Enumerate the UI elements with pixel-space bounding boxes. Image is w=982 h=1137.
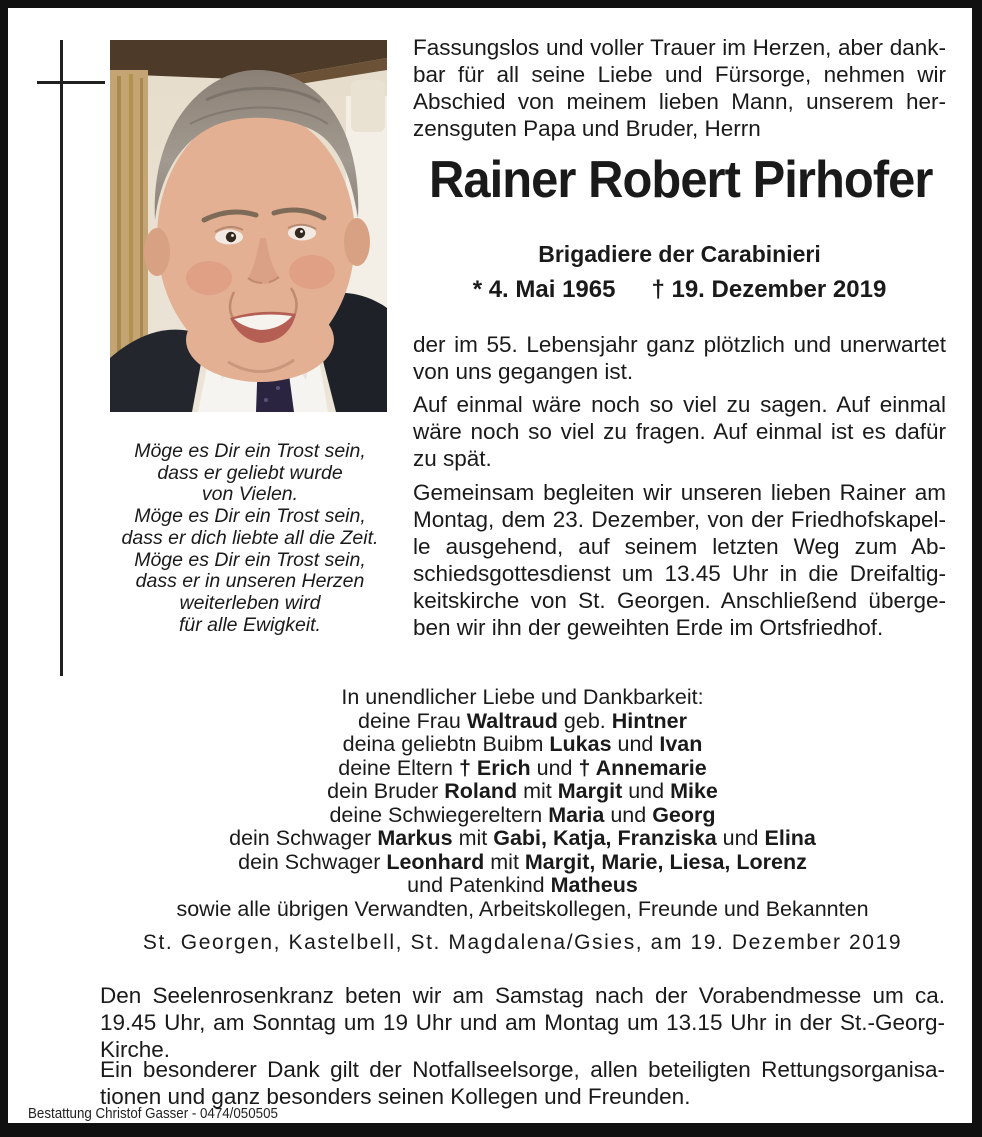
portrait-photo: [110, 40, 387, 412]
family-line: [100, 851, 945, 875]
family-member-name: Leonhard: [386, 849, 485, 874]
family-relation-text: und: [622, 779, 671, 803]
family-relation-text: deine Schwiegereltern: [329, 802, 549, 827]
poem-line: Möge es Dir ein Trost sein,: [134, 440, 366, 462]
family-relation-text: mit: [452, 826, 494, 850]
poem-line: Möge es Dir ein Trost sein,: [134, 505, 366, 528]
intro-paragraph: Fassungslos und voller Trauer im Herzen, aber dankbar für all seine Liebe und Fürsorge, nehmen wir Abschied von meinem lieben Mann, unserem herzensguten Papa und Bruder, Herrn: [413, 35, 946, 141]
poem-line: dass er in unseren Herzen: [135, 570, 365, 593]
poem-line: weiterleben wird: [179, 591, 321, 614]
funeral-details-paragraph: Gemeinsam begleiten wir unseren lieben Rainer am Montag, dem 23. Dezember, von der Friedhofskapelle ausgehend, auf seinem letzten Weg zum Abschiedsgottesdienst um 13.45 Uhr in die Dreifaltigkeitskirche von St. Georgen. Anschließend übergeben wir ihn der geweihten Erde im Ortsfriedhof.: [413, 480, 946, 640]
family-member-name: Georg: [652, 802, 716, 827]
deceased-title: Brigadiere der Carabinieri: [538, 241, 821, 267]
family-member-name: Waltraud: [466, 708, 558, 733]
poem-line: für alle Ewigkeit.: [179, 613, 321, 636]
cross-horizontal-bar: [37, 81, 105, 84]
family-relation-text: dein Schwager: [229, 826, 378, 850]
rosary-notice: Den Seelenrosenkranz beten wir am Samstag nach der Vorabendmesse um ca. 19.45 Uhr, am Sonntag um 19 Uhr und am Montag um 13.15 Uhr in der St.-Georg-Kirche.: [100, 983, 945, 1062]
family-line: [100, 710, 945, 734]
family-relation-text: und: [530, 755, 579, 780]
death-date: † 19. Dezember 2019: [651, 276, 887, 303]
death-circumstance-paragraph: der im 55. Lebensjahr ganz plötzlich und unerwartet von uns gegangen ist.: [413, 332, 946, 384]
family-member-name: † Annemarie: [578, 755, 707, 780]
portrait-photo-illustration: [110, 40, 387, 412]
family-relation-text: mit: [517, 779, 558, 803]
birth-date: * 4. Mai 1965: [472, 276, 616, 303]
location-date-line: St. Georgen, Kastelbell, St. Magdalena/Gsies, am 19. Dezember 2019: [142, 931, 903, 954]
family-lines: [100, 710, 945, 922]
family-member-name: Margit: [557, 779, 623, 803]
family-relation-text: deine Eltern: [338, 755, 459, 780]
poem-line: von Vielen.: [201, 483, 299, 506]
family-line: [100, 780, 945, 804]
deceased-name: Rainer Robert Pirhofer: [428, 151, 933, 209]
family-relation-text: deina geliebtn Buibm: [342, 732, 550, 756]
thanks-notice: Ein besonderer Dank gilt der Notfallseelsorge, allen beteiligten Rettungsorganisationen und ganz besonders seinen Kollegen und Freunden.: [100, 1057, 945, 1109]
funeral-home-footer: Bestattung Christof Gasser - 0474/050505: [28, 1106, 278, 1122]
family-heading: In unendlicher Liebe und Dankbarkeit:: [341, 685, 704, 709]
obituary-card: [8, 8, 972, 1123]
family-member-name: Markus: [377, 826, 453, 850]
family-member-name: Ivan: [659, 732, 703, 756]
family-relation-text: und Patenkind: [407, 873, 551, 897]
family-section: [100, 686, 945, 921]
family-member-name: Roland: [444, 779, 518, 803]
family-member-name: Mike: [670, 779, 718, 803]
family-relation-text: und: [604, 802, 653, 827]
family-relation-text: und: [716, 826, 765, 850]
family-member-name: Margit, Marie, Liesa, Lorenz: [524, 849, 807, 874]
family-relation-text: deine Frau: [358, 708, 467, 733]
poem-line: dass er dich liebte all die Zeit.: [121, 526, 379, 549]
family-line: [100, 827, 945, 851]
family-relation-text: dein Schwager: [238, 849, 387, 874]
family-relation-text: geb.: [557, 708, 612, 733]
family-member-name: Lukas: [549, 732, 612, 756]
poem: [75, 441, 425, 636]
family-relation-text: dein Bruder: [327, 779, 445, 803]
reflection-paragraph: Auf einmal wäre noch so viel zu sagen. Auf einmal wäre noch so viel zu fragen. Auf einmal ist es dafür zu spät.: [413, 392, 946, 471]
family-relation-text: sowie alle übrigen Verwandten, Arbeitskollegen, Freunde und Bekannten: [176, 896, 869, 921]
family-line: [100, 874, 945, 898]
family-line: [100, 898, 945, 922]
life-dates-line: [413, 276, 946, 304]
family-line: [100, 733, 945, 757]
family-member-name: † Erich: [458, 755, 531, 780]
family-relation-text: und: [611, 732, 660, 756]
family-member-name: Hintner: [611, 708, 687, 733]
family-member-name: Matheus: [550, 873, 638, 897]
family-member-name: Maria: [548, 802, 605, 827]
family-relation-text: mit: [484, 849, 525, 874]
family-line: [100, 804, 945, 828]
poem-line: dass er geliebt wurde: [157, 461, 343, 484]
poem-line: Möge es Dir ein Trost sein,: [134, 548, 366, 571]
family-line: [100, 757, 945, 781]
cross-vertical-bar: [60, 40, 63, 676]
family-member-name: Elina: [764, 826, 816, 850]
family-member-name: Gabi, Katja, Franziska: [493, 826, 717, 850]
